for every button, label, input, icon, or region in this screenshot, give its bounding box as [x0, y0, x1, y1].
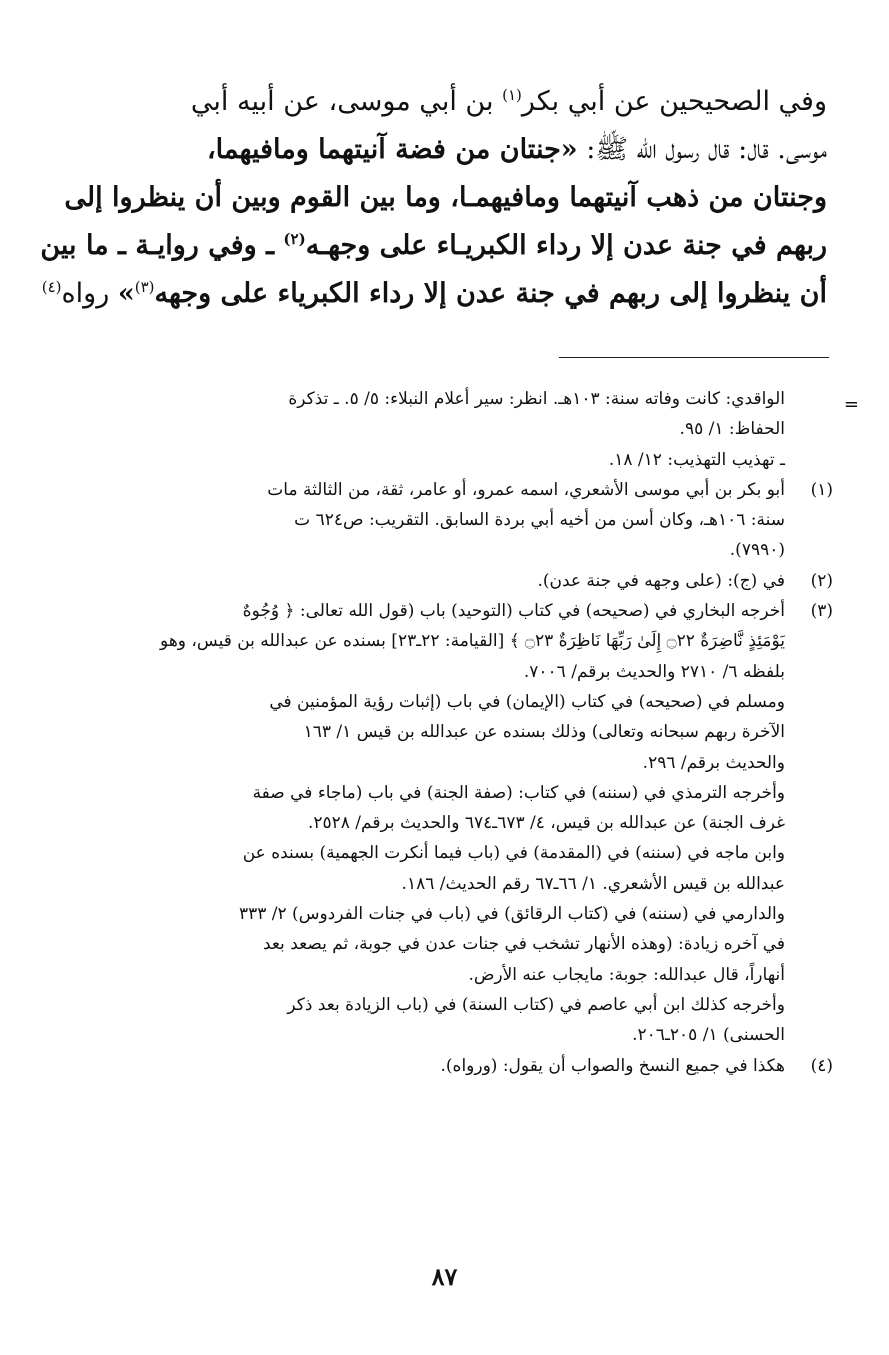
footnote-line: وأخرجه الترمذي في (سننه) في كتاب: (صفة الجنة) في باب (ماجاء في صفة [252, 782, 785, 803]
footnote-line: في (ج): (على وجهه في جنة عدن). [537, 570, 785, 591]
footnote-line: ـ تهذيب التهذيب: ١٢/ ١٨. [608, 449, 785, 470]
main-line-1-text-a: وفي الصحيحين عن أبي بكر [521, 86, 827, 117]
footnote-line-quran: يَوْمَئِذٍ نَّاضِرَةٌ ۝٢٢ إِلَىٰ رَبِّهَا نَاظِرَةٌ ۝٢٣ ﴾ [القيامة: ٢٢ـ٢٣] بسنده عن عبدالله بن قيس، وهو [160, 631, 785, 652]
footnote-separator [559, 357, 829, 358]
footnote-line: وأخرجه كذلك ابن أبي عاصم في (كتاب السنة) في (باب الزيادة بعد ذكر [287, 994, 785, 1015]
main-line-1-text-b: بن أبي موسى، عن أبيه أبي [190, 86, 503, 117]
footnote-1 [103, 475, 833, 566]
footnote-line: (٧٩٩٠). [729, 540, 785, 561]
main-line-5-text-a: أن ينظروا إلى ربهم في جنة عدن إلا رداء الكبرياء على وجهه [154, 278, 827, 309]
footnote-body [103, 566, 785, 596]
footnote-body [103, 384, 785, 475]
footnote-line: ومسلم في (صحيحه) في كتاب (الإيمان) في باب (إثبات رؤية المؤمنين في [269, 691, 785, 712]
footnote-number: (٢) [810, 570, 833, 591]
footnote-number: (١) [810, 479, 833, 500]
hadith-text-start: «جنتان من فضة آنيتهما ومافيهما، [206, 134, 578, 165]
main-line-5-text-c: رواه [61, 278, 118, 309]
footnote-line: عبدالله بن قيس الأشعري. ١/ ٦٦ـ٦٧ رقم الحديث/ ١٨٦. [401, 873, 785, 894]
footnote-line: بلفظه ٦/ ٢٧١٠ والحديث برقم/ ٧٠٠٦. [523, 661, 785, 682]
footnote-ref-4[interactable]: (٤) [41, 278, 62, 296]
footnote-line: الواقدي: كانت وفاته سنة: ١٠٣هـ. انظر: سير أعلام النبلاء: ٥/ ٥. ـ تذكرة [288, 389, 785, 409]
footnote-line: في آخره زيادة: (وهذه الأنهار تشخب في جنات عدن في جوبة، ثم يصعد بعد [262, 934, 785, 955]
footnote-line: الحسنى) ١/ ٢٠٥ـ٢٠٦. [632, 1025, 785, 1046]
footnote-ref-2[interactable]: (٢) [283, 230, 306, 248]
footnote-continuation [103, 384, 833, 475]
main-line-2 [147, 126, 827, 174]
hadith-close-quote: » [117, 278, 135, 309]
footnote-body [103, 596, 785, 1050]
footnote-line: الآخرة ربهم سبحانه وتعالى) وذلك بسنده عن عبدالله بن قيس ١/ ١٦٣ [303, 722, 785, 743]
footnote-number: (٣) [810, 601, 833, 622]
footnote-line: سنة: ١٠٦هـ، وكان أسن من أخيه أبي بردة السابق. التقريب: ص٦٢٤ ت [294, 510, 785, 531]
footnotes-block [103, 384, 833, 1081]
footnote-number: (٤) [810, 1055, 833, 1076]
main-line-4 [40, 222, 827, 270]
main-line-3: وجنتان من ذهب آنيتهما ومافيهمـا، وما بين القوم وبين أن ينظروا إلى [64, 182, 827, 213]
footnote-3 [103, 596, 833, 1050]
footnote-line: والحديث برقم/ ٢٩٦. [642, 752, 785, 773]
main-line-2-text-a: موسى. قال: قال رسول الله ﷺ: [577, 134, 827, 165]
footnote-line: أخرجه البخاري في (صحيحه) في كتاب (التوحيد) باب (قول الله تعالى: ﴿ وُجُوهٌ [242, 601, 785, 622]
footnote-body [103, 475, 785, 566]
footnote-ref-1[interactable]: (١) [502, 86, 522, 104]
footnote-line: وابن ماجه في (سننه) في (المقدمة) في (باب فيما أنكرت الجهمية) بسنده عن [242, 843, 785, 864]
footnote-line: أبو بكر بن أبي موسى الأشعري، اسمه عمرو، أو عامر، ثقة، من الثالثة مات [267, 479, 785, 500]
continuation-mark: = [843, 394, 859, 415]
main-text-block [40, 78, 827, 318]
footnote-line: والدارمي في (سننه) في (كتاب الرقائق) في (باب في جنات الفردوس) ٢/ ٣٣٣ [238, 904, 785, 925]
main-line-4-text-b: ـ وفي روايـة ـ ما بين [40, 230, 284, 261]
footnote-4 [103, 1051, 833, 1081]
footnote-line: الحفاظ: ١/ ٩٥. [679, 419, 785, 440]
footnote-2 [103, 566, 833, 596]
footnote-line: أنهاراً، قال عبدالله: جوبة: مايجاب عنه الأرض. [468, 964, 785, 985]
main-line-1 [147, 78, 827, 126]
footnote-body [103, 1051, 785, 1081]
footnote-number-empty [785, 384, 833, 475]
page-number: ٨٧ [431, 1262, 458, 1291]
footnote-ref-3[interactable]: (٣) [134, 278, 155, 296]
main-line-4-text-a: ربهم في جنة عدن إلا رداء الكبريـاء على وجهـه [305, 230, 827, 261]
footnote-line: غرف الجنة) عن عبدالله بن قيس، ٤/ ٦٧٣ـ٦٧٤ والحديث برقم/ ٢٥٢٨. [307, 813, 785, 834]
main-line-5 [41, 270, 827, 318]
footnote-line: هكذا في جميع النسخ والصواب أن يقول: (ورواه). [440, 1055, 785, 1076]
